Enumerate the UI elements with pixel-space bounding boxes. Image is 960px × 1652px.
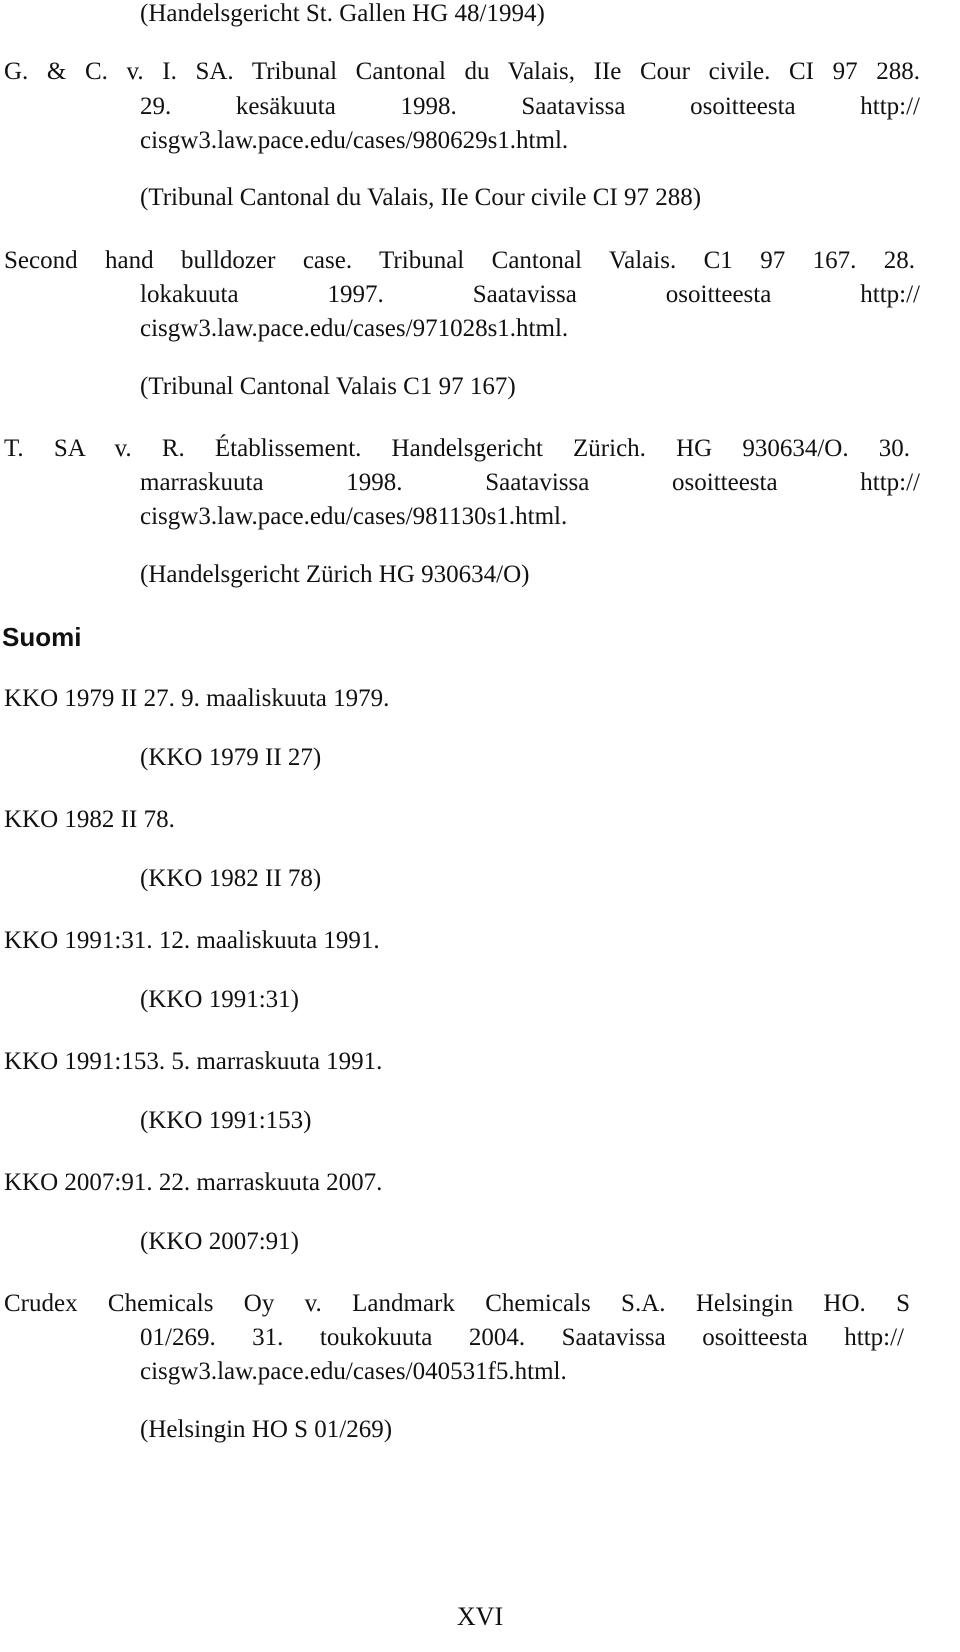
citation-kko-2007-91: (KKO 2007:91) (140, 1228, 300, 1255)
reference-valais-2-line-3: cisgw3.law.pace.edu/cases/971028s1.html. (140, 315, 569, 342)
reference-kko-1991-31: KKO 1991:31. 12. maaliskuuta 1991. (4, 927, 380, 954)
reference-crudex-line-3: cisgw3.law.pace.edu/cases/040531f5.html. (140, 1358, 567, 1385)
citation-kko-1991-153: (KKO 1991:153) (140, 1107, 312, 1134)
reference-valais-1-line-1: G. & C. v. I. SA. Tribunal Cantonal du Valais, IIe Cour civile. CI 97 288. (4, 58, 920, 85)
citation-valais-2: (Tribunal Cantonal Valais C1 97 167) (140, 373, 516, 400)
reference-valais-1-line-2: 29. kesäkuuta 1998. Saatavissa osoitteesta http:// (140, 93, 920, 120)
reference-crudex-line-1: Crudex Chemicals Oy v. Landmark Chemicals S.A. Helsingin HO. S (4, 1290, 910, 1317)
reference-valais-1-line-3: cisgw3.law.pace.edu/cases/980629s1.html. (140, 127, 569, 154)
reference-zurich-line-3: cisgw3.law.pace.edu/cases/981130s1.html. (140, 503, 568, 530)
citation-kko-1982: (KKO 1982 II 78) (140, 865, 322, 892)
citation-hg-st-gallen: (Handelsgericht St. Gallen HG 48/1994) (140, 0, 545, 27)
reference-valais-2-line-2: lokakuuta 1997. Saatavissa osoitteesta http:// (140, 281, 920, 308)
citation-kko-1991-31: (KKO 1991:31) (140, 986, 300, 1013)
reference-zurich-line-1: T. SA v. R. Établissement. Handelsgericht Zürich. HG 930634/O. 30. (4, 435, 910, 462)
citation-crudex: (Helsingin HO S 01/269) (140, 1416, 393, 1443)
reference-crudex-line-2: 01/269. 31. toukokuuta 2004. Saatavissa osoitteesta http:// (140, 1324, 904, 1351)
page-number: XVI (456, 1602, 504, 1631)
reference-kko-1982: KKO 1982 II 78. (4, 806, 175, 833)
reference-zurich-line-2: marraskuuta 1998. Saatavissa osoitteesta http:// (140, 469, 920, 496)
reference-valais-2-line-1: Second hand bulldozer case. Tribunal Cantonal Valais. C1 97 167. 28. (4, 247, 915, 274)
section-heading-suomi: Suomi (2, 622, 82, 652)
citation-valais-1: (Tribunal Cantonal du Valais, IIe Cour civile CI 97 288) (140, 184, 702, 211)
citation-zurich: (Handelsgericht Zürich HG 930634/O) (140, 561, 530, 588)
reference-kko-2007-91: KKO 2007:91. 22. marraskuuta 2007. (4, 1169, 383, 1196)
reference-kko-1991-153: KKO 1991:153. 5. marraskuuta 1991. (4, 1048, 383, 1075)
reference-kko-1979: KKO 1979 II 27. 9. maaliskuuta 1979. (4, 685, 390, 712)
citation-kko-1979: (KKO 1979 II 27) (140, 744, 322, 771)
